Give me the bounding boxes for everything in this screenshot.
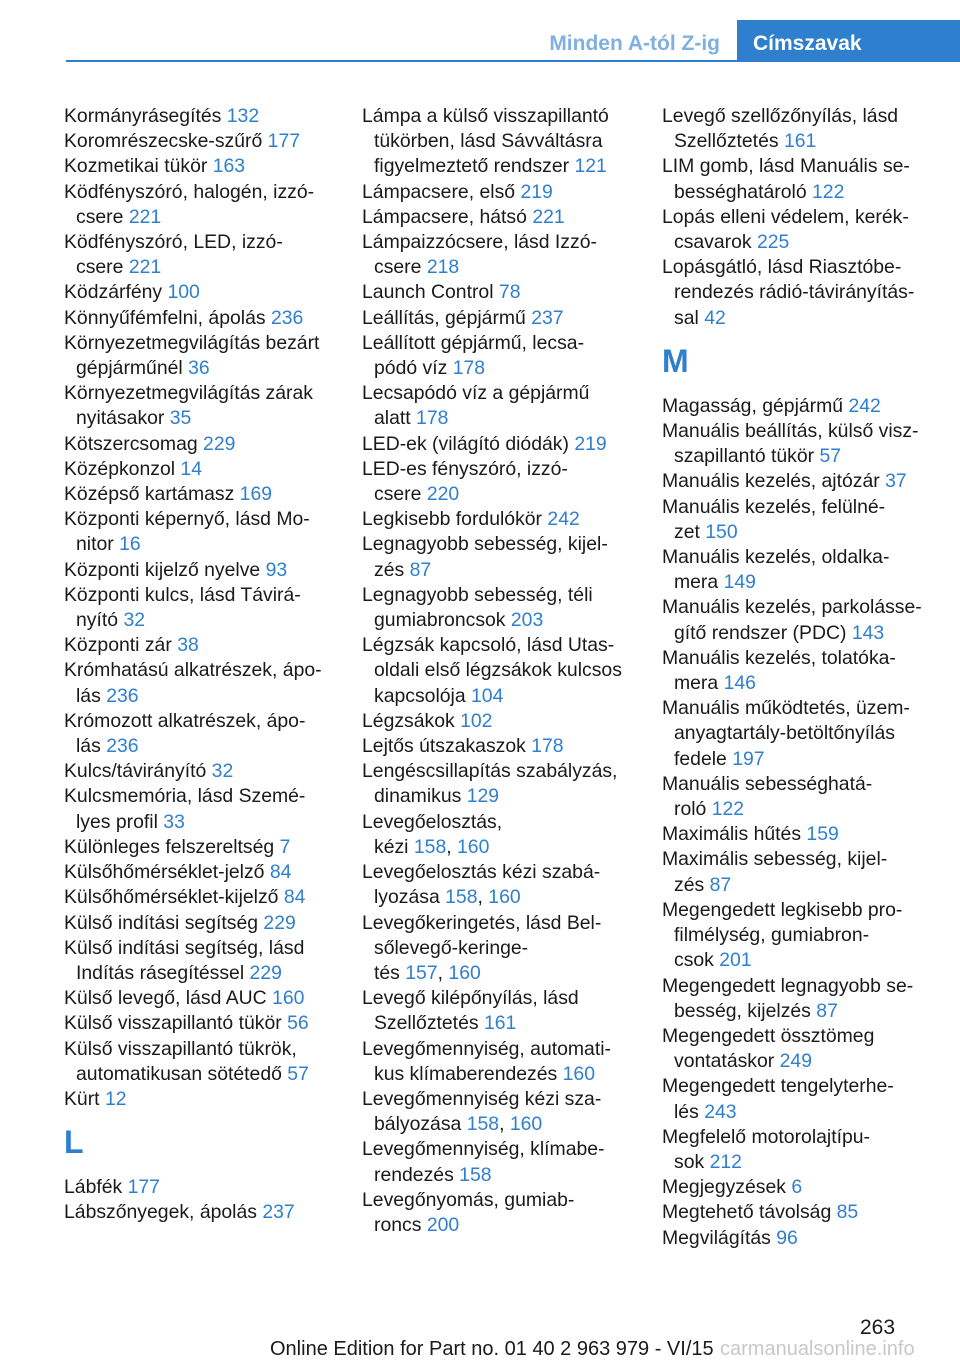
index-entry: Középkonzol 14 — [64, 457, 202, 480]
section-letter: L — [64, 1124, 84, 1161]
page-ref-link[interactable]: 84 — [269, 861, 292, 884]
index-entry: Krómhatású alkatrészek, ápo- lás 236 — [64, 659, 322, 707]
index-entry: Kulcs/távirányító 32 — [64, 760, 234, 783]
page-ref-link[interactable]: 6 — [791, 1176, 803, 1199]
page-ref-link[interactable]: 225 — [756, 231, 790, 254]
page-ref-link[interactable]: 229 — [263, 911, 296, 934]
index-entry: Ködzárfény 100 — [64, 281, 200, 304]
index-entry: Leállított gépjármű, lecsa- pódó víz 178 — [362, 331, 585, 380]
index-entry: Lopásgátló, lásd Riasztóbe- rendezés rádió-távirányítás- sal 42 — [662, 256, 915, 329]
page-ref-link[interactable]: 221 — [128, 256, 162, 279]
index-entry: Könnyűfémfelni, ápolás 236 — [64, 306, 304, 329]
page-ref-link[interactable]: 178 — [416, 407, 449, 430]
page-ref-link[interactable]: 96 — [776, 1226, 798, 1249]
page-ref-link[interactable]: 16 — [119, 533, 141, 556]
index-entry: Levegőnyomás, gumiab- roncs 200 — [362, 1188, 575, 1236]
index-entry: LIM gomb, lásd Manuális se- bességhatároló 122 — [662, 155, 910, 203]
index-entry: LED-ek (világító diódák) 219 — [362, 432, 607, 455]
index-entry: Manuális működtetés, üzem- anyagtartály-betöltőnyílás fedele 197 — [662, 697, 910, 770]
index-entry: Manuális beállítás, külső visz- szapillantó tükör 57 — [662, 420, 919, 468]
page-ref-link[interactable]: 177 — [267, 130, 301, 153]
page-ref-link[interactable]: 56 — [287, 1012, 309, 1035]
page-ref-link[interactable]: 35 — [169, 407, 192, 430]
index-entry: LED-es fényszóró, izzó- csere 220 — [362, 457, 568, 506]
index-entry: Kötszercsomag 229 — [64, 432, 236, 455]
page-ref-link[interactable]: 249 — [779, 1050, 812, 1073]
index-entry: Ködfényszóró, halogén, izzó- csere 221 — [64, 180, 315, 228]
page-ref-link[interactable]: 242 — [848, 394, 881, 417]
index-entry: Külső visszapillantó tükör 56 — [64, 1012, 309, 1035]
index-column-2 — [362, 104, 640, 1238]
page-ref-link[interactable]: 160 — [448, 961, 481, 984]
footer-edition: Online Edition for Part no. 01 40 2 963 979 - VI/15 — [270, 1338, 714, 1360]
page-ref-link[interactable]: 57 — [287, 1062, 309, 1085]
page-ref-link[interactable]: 36 — [188, 357, 210, 380]
page-ref-link[interactable]: 84 — [283, 886, 306, 909]
page-ref-link[interactable]: 143 — [851, 621, 885, 644]
page-ref-link[interactable]: 197 — [732, 747, 765, 770]
page-header — [0, 0, 960, 62]
index-entry: Megjegyzések 6 — [662, 1176, 803, 1199]
page-ref-link[interactable]: 32 — [123, 609, 146, 632]
page-ref-link[interactable]: 160 — [509, 1113, 543, 1136]
page-ref-link[interactable]: 236 — [270, 306, 304, 329]
index-column-1 — [64, 104, 342, 1226]
index-entry: Külsőhőmérséklet-jelző 84 — [64, 861, 292, 884]
page-ref-link[interactable]: 219 — [520, 180, 553, 203]
page-ref-link[interactable]: 218 — [426, 256, 460, 279]
index-entry: Kulcsmemória, lásd Szemé- lyes profil 33 — [64, 785, 306, 833]
index-entry: Lábfék 177 — [64, 1176, 160, 1199]
page-ref-link[interactable]: 177 — [127, 1176, 160, 1199]
page-ref-link[interactable]: 237 — [531, 306, 564, 329]
index-entry: Megfelelő motorolajtípu- sok 212 — [662, 1125, 871, 1173]
index-entry: Külső visszapillantó tükrök, automatikusan sötétedő 57 — [64, 1037, 309, 1085]
page-ref-link[interactable]: 132 — [226, 105, 260, 127]
page-ref-link[interactable]: 219 — [574, 432, 607, 455]
page-ref-link[interactable]: 14 — [180, 457, 202, 480]
page-ref-link[interactable]: 220 — [426, 483, 460, 506]
index-entry: Leállítás, gépjármű 237 — [362, 306, 564, 329]
index-entry: Lámpaizzócsere, lásd Izzó- csere 218 — [362, 231, 597, 279]
index-column-3 — [662, 104, 940, 1251]
page-ref-link[interactable]: 158 — [445, 886, 478, 909]
page-ref-link[interactable]: 221 — [128, 205, 162, 228]
page-ref-link[interactable]: 150 — [705, 520, 738, 543]
index-entry: Kozmetikai tükör 163 — [64, 155, 246, 178]
index-entry: Manuális sebességhatá- roló 122 — [662, 772, 873, 821]
index-entry: Külső indítási segítség, lásd Indítás rásegítéssel 229 — [64, 936, 305, 984]
index-entry: Megengedett tengelyterhe- lés 243 — [662, 1075, 894, 1123]
page-ref-link[interactable]: 122 — [711, 798, 745, 821]
page-ref-link[interactable]: 32 — [211, 760, 234, 783]
index-entry: Lámpa a külső visszapillantó tükörben, lásd Sávváltásra figyelmeztető rendszer 121 — [362, 105, 609, 178]
index-entry: Levegőelosztás kézi szabá- lyozása 158, 160 — [362, 861, 601, 909]
page-ref-link[interactable]: 159 — [806, 823, 839, 846]
header-section-title: Minden A-tól Z-ig — [549, 32, 720, 55]
index-entry: Legkisebb fordulókör 242 — [362, 508, 580, 531]
page-ref-link[interactable]: 149 — [723, 571, 756, 594]
index-entry: Külső indítási segítség 229 — [64, 911, 296, 934]
index-entry: Lengéscsillapítás szabályzás, dinamikus 129 — [362, 760, 618, 808]
index-entry: Külső levegő, lásd AUC 160 — [64, 987, 305, 1010]
index-entry: Megtehető távolság 85 — [662, 1201, 859, 1224]
page-ref-link[interactable]: 161 — [783, 130, 817, 153]
page-ref-link[interactable]: 57 — [819, 445, 842, 468]
page-ref-link[interactable]: 158 — [459, 1163, 492, 1186]
page-ref-link[interactable]: 203 — [510, 609, 544, 632]
index-entry: Megvilágítás 96 — [662, 1226, 798, 1249]
index-entry: Legnagyobb sebesség, kijel- zés 87 — [362, 533, 608, 581]
index-entry: Központi kulcs, lásd Távirá- nyító 32 — [64, 583, 301, 632]
index-entry: Lejtős útszakaszok 178 — [362, 735, 564, 758]
page-ref-link[interactable]: 122 — [812, 180, 845, 203]
index-entry: Lámpacsere, első 219 — [362, 180, 553, 203]
page-ref-link[interactable]: 85 — [836, 1201, 859, 1224]
page-ref-link[interactable]: 242 — [547, 508, 580, 531]
index-entry: Manuális kezelés, felülné- zet 150 — [662, 495, 886, 543]
index-entry: Manuális kezelés, oldalka- mera 149 — [662, 546, 890, 594]
page-ref-link[interactable]: 87 — [816, 999, 838, 1022]
page-ref-link[interactable]: 221 — [532, 205, 565, 228]
page-ref-link[interactable]: 12 — [104, 1087, 127, 1110]
index-entry: Ködfényszóró, LED, izzó- csere 221 — [64, 231, 283, 279]
header-rule — [66, 60, 960, 62]
index-entry: Légzsák kapcsoló, lásd Utas- oldali első légzsákok kulcsos kapcsolója 104 — [362, 634, 622, 707]
index-entry: Lecsapódó víz a gépjármű alatt 178 — [362, 382, 590, 430]
index-entry: Maximális sebesség, kijel- zés 87 — [662, 848, 888, 896]
page-ref-link[interactable]: 161 — [483, 1012, 517, 1035]
page-number: 263 — [860, 1316, 896, 1339]
index-entry: Maximális hűtés 159 — [662, 823, 839, 846]
page-ref-link[interactable]: 157 — [405, 961, 438, 984]
index-entry: Levegőelosztás, kézi 158, 160 — [362, 810, 503, 858]
section-letter: M — [662, 342, 689, 379]
page-ref-link[interactable]: 129 — [466, 785, 500, 808]
index-entry: Launch Control 78 — [362, 281, 521, 304]
watermark: carmanualsonline.info — [720, 1338, 915, 1360]
page-ref-link[interactable]: 163 — [212, 155, 246, 178]
page-ref-link[interactable]: 104 — [471, 684, 504, 707]
index-entry: Levegő kilépőnyílás, lásd Szellőztetés 161 — [362, 987, 579, 1035]
index-entry: Központi képernyő, lásd Mo- nitor 16 — [64, 508, 310, 556]
index-entry: Kormányrásegítés 132 — [64, 105, 260, 127]
index-entry: Lopás elleni védelem, kerék- csavarok 225 — [662, 205, 909, 254]
index-entry: Manuális kezelés, parkolásse- gítő rendszer (PDC) 143 — [662, 596, 922, 644]
index-entry: Különleges felszereltség 7 — [64, 835, 291, 858]
index-entry: Levegőmennyiség, automati- kus klímaberendezés 160 — [362, 1037, 611, 1085]
page-ref-link[interactable]: 229 — [203, 432, 236, 455]
index-entry: Légzsákok 102 — [362, 709, 493, 732]
index-entry: Megengedett legkisebb pro- filmélység, gumiabron- csok 201 — [662, 898, 903, 972]
page-ref-link[interactable]: 160 — [272, 987, 305, 1010]
page-ref-link[interactable]: 236 — [106, 735, 139, 758]
index-entry: Lábszőnyegek, ápolás 237 — [64, 1201, 295, 1224]
index-entry: Legnagyobb sebesség, téli gumiabroncsok 203 — [362, 583, 593, 632]
index-entry: Krómozott alkatrészek, ápo- lás 236 — [64, 709, 306, 758]
page-ref-link[interactable]: 212 — [709, 1150, 742, 1173]
index-entry: Külsőhőmérséklet-kijelző 84 — [64, 886, 306, 909]
page-ref-link[interactable]: 87 — [709, 873, 732, 896]
page-ref-link[interactable]: 160 — [488, 886, 521, 909]
page-ref-link[interactable]: 100 — [167, 281, 200, 304]
page-ref-link[interactable]: 160 — [457, 835, 490, 858]
page-ref-link[interactable]: 146 — [723, 672, 756, 695]
page-ref-link[interactable]: 38 — [177, 634, 199, 657]
index-entry: Levegőmennyiség, klímabe- rendezés 158 — [362, 1138, 605, 1186]
index-entry: Levegő szellőzőnyílás, lásd Szellőztetés 161 — [662, 105, 899, 153]
page-ref-link[interactable]: 33 — [163, 810, 185, 833]
page-ref-link[interactable]: 178 — [531, 735, 564, 758]
index-entry: Központi kijelző nyelve 93 — [64, 558, 288, 581]
page-ref-link[interactable]: 42 — [704, 306, 726, 329]
index-entry: Középső kartámasz 169 — [64, 483, 273, 506]
index-entry: Kürt 12 — [64, 1087, 127, 1110]
index-entry: Környezetmegvilágítás bezárt gépjárműnél 36 — [64, 331, 320, 380]
page-ref-link[interactable]: 229 — [249, 961, 282, 984]
index-entry: Környezetmegvilágítás zárak nyitásakor 35 — [64, 382, 313, 430]
index-entry: Koromrészecske-szűrő 177 — [64, 130, 301, 153]
index-entry: Manuális kezelés, ajtózár 37 — [662, 470, 907, 493]
index-entry: Megengedett legnagyobb se- besség, kijelzés 87 — [662, 974, 914, 1022]
page-ref-link[interactable]: 178 — [452, 357, 486, 380]
index-entry: Központi zár 38 — [64, 634, 199, 657]
index-entry: Megengedett össztömeg vontatáskor 249 — [662, 1024, 875, 1073]
page-ref-link[interactable]: 37 — [885, 470, 907, 493]
page-ref-link[interactable]: 200 — [426, 1213, 460, 1236]
index-entry: Magasság, gépjármű 242 — [662, 394, 881, 417]
page-ref-link[interactable]: 87 — [409, 558, 432, 581]
page-ref-link[interactable]: 236 — [106, 684, 139, 707]
page-ref-link[interactable]: 7 — [279, 835, 291, 858]
page-ref-link[interactable]: 158 — [466, 1113, 500, 1136]
index-entry: Levegőmennyiség kézi sza- bályozása 158, 160 — [362, 1087, 602, 1136]
page-ref-link[interactable]: 237 — [262, 1201, 295, 1224]
page-ref-link[interactable]: 160 — [562, 1062, 595, 1085]
page-ref-link[interactable]: 102 — [460, 709, 493, 732]
index-entry: Levegőkeringetés, lásd Bel- sőlevegő-keringe- tés 157, 160 — [362, 911, 602, 984]
page-ref-link[interactable]: 93 — [265, 558, 288, 581]
page-ref-link[interactable]: 78 — [498, 281, 521, 304]
header-tab-label: Címszavak — [737, 20, 960, 62]
index-entry: Manuális kezelés, tolatóka- mera 146 — [662, 646, 896, 695]
page-ref-link[interactable]: 169 — [239, 483, 273, 506]
page-ref-link[interactable]: 201 — [719, 949, 752, 972]
page-ref-link[interactable]: 158 — [413, 835, 447, 858]
page-ref-link[interactable]: 243 — [704, 1100, 737, 1123]
index-entry: Lámpacsere, hátsó 221 — [362, 205, 565, 228]
page-ref-link[interactable]: 121 — [574, 155, 607, 178]
